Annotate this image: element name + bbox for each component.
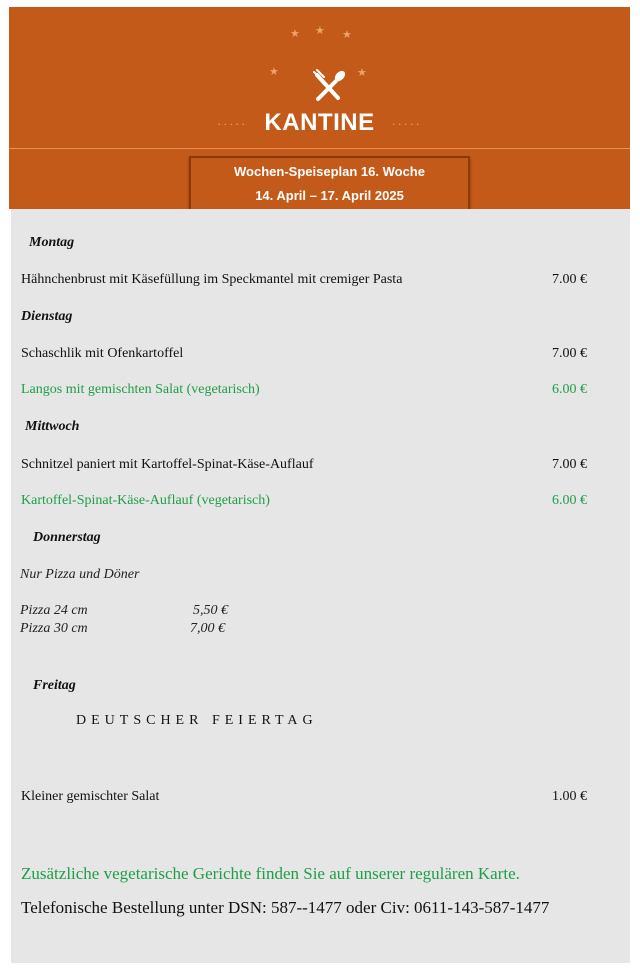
donnerstag-note: Nur Pizza und Döner [20,567,140,582]
day-heading-donnerstag: Donnerstag [33,530,101,545]
menu-price-vegetarian: 6.00 € [552,493,587,508]
pizza-item: Pizza 30 cm [20,621,88,636]
menu-item: Schaschlik mit Ofenkartoffel [21,346,184,361]
holiday-notice: DEUTSCHER FEIERTAG [76,713,318,728]
menu-content [11,209,630,963]
star-icon: ★ [290,28,300,40]
page-title: KANTINE [264,109,375,136]
header-divider [9,148,630,149]
menu-price: 7.00 € [552,457,587,472]
menu-item-vegetarian: Langos mit gemischten Salat (vegetarisch) [21,382,260,397]
pizza-price: 7,00 € [190,621,225,636]
header-banner [9,7,630,209]
decorative-dots: ····· [391,116,422,131]
phone-order-note: Telefonische Bestellung unter DSN: 587--1477 oder Civ: 0611-143-587-1477 [21,898,550,917]
week-info-box [189,156,470,212]
menu-price: 7.00 € [552,346,587,361]
day-heading-freitag: Freitag [33,678,76,693]
day-heading-dienstag: Dienstag [21,309,73,324]
menu-price: 7.00 € [552,272,587,287]
star-icon: ★ [269,66,279,78]
star-icon: ★ [342,29,352,41]
menu-item: Schnitzel paniert mit Kartoffel-Spinat-Käse-Auflauf [21,457,314,472]
menu-item-extra: Kleiner gemischter Salat [21,789,160,804]
day-heading-montag: Montag [29,235,75,250]
menu-price-vegetarian: 6.00 € [552,382,587,397]
vegetarian-note: Zusätzliche vegetarische Gerichte finden Sie auf unserer regulären Karte. [21,864,520,883]
menu-price-extra: 1.00 € [552,789,587,804]
pizza-item: Pizza 24 cm [20,603,88,618]
star-icon: ★ [315,25,325,37]
title-row [9,109,630,137]
pizza-price: 5,50 € [193,603,228,618]
menu-item: Hähnchenbrust mit Käsefüllung im Speckmantel mit cremiger Pasta [21,272,403,287]
day-heading-mittwoch: Mittwoch [25,419,80,434]
date-range: 14. April – 17. April 2025 [255,188,404,203]
decorative-dots: ····· [217,116,248,131]
week-title: Wochen-Speiseplan 16. Woche [234,164,425,179]
star-icon: ★ [357,67,367,79]
menu-item-vegetarian: Kartoffel-Spinat-Käse-Auflauf (vegetarisch) [21,493,270,508]
cutlery-icon [312,69,346,103]
